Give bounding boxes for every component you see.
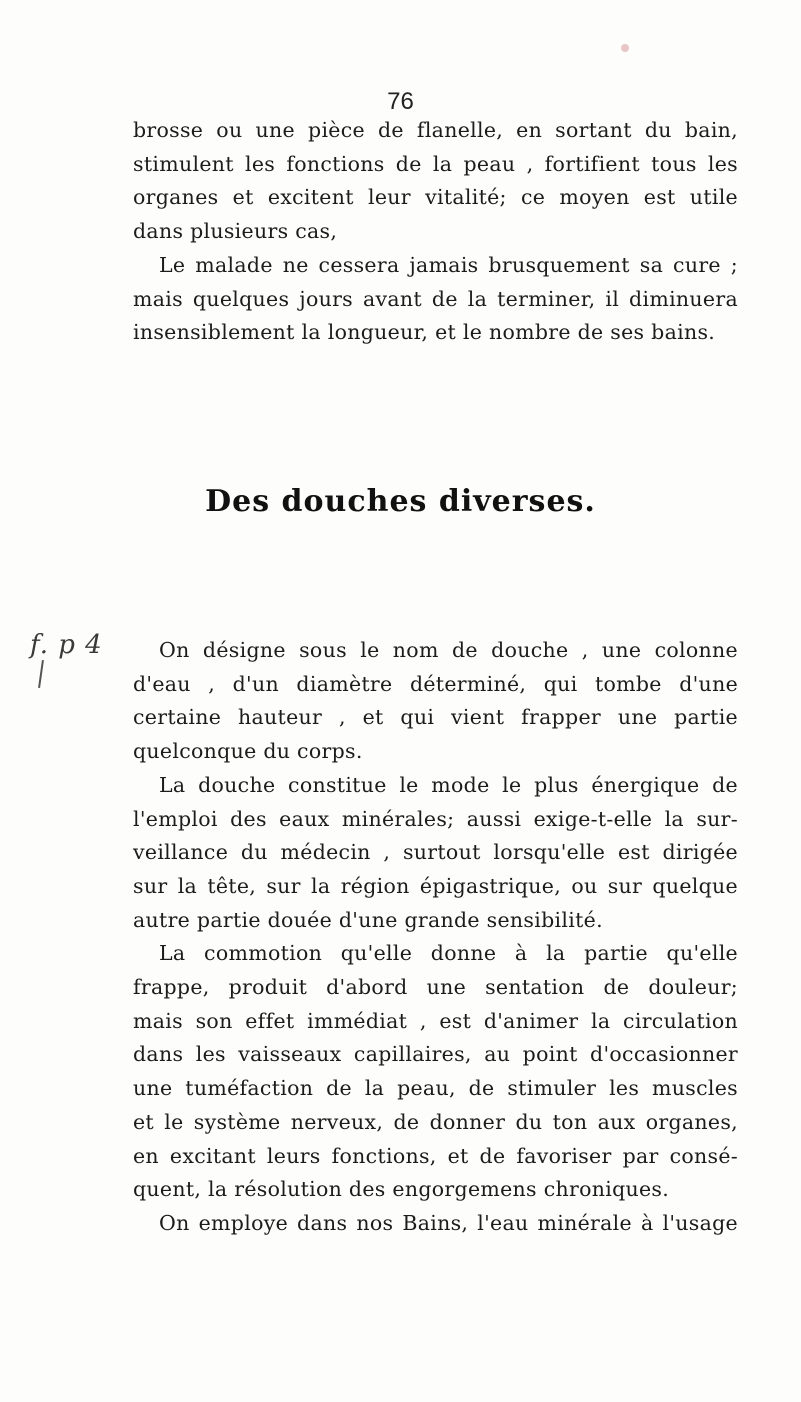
paragraph [133, 634, 738, 769]
text-line: veillance du médecin , surtout lorsqu'elle est dirigée [133, 840, 738, 865]
text-line: autre partie douée d'une grande sensibilité. [133, 907, 603, 932]
text-line: On désigne sous le nom de douche , une colonne [159, 638, 738, 662]
text-line: et le système nerveux, de donner du ton aux organes, [133, 1109, 738, 1134]
text-line: mais son effet immédiat , est d'animer la circulation [133, 1008, 738, 1033]
text-line: l'emploi des eaux minérales; aussi exige-t-elle la sur- [133, 806, 738, 831]
text-line: en excitant leurs fonctions, et de favoriser par consé- [133, 1143, 738, 1168]
paragraph [133, 937, 738, 1207]
text-line: une tuméfaction de la peau, de stimuler les muscles [133, 1076, 738, 1101]
text-line: frappe, produit d'abord une sentation de douleur; [133, 975, 738, 1000]
text-line: On employe dans nos Bains, l'eau minérale à l'usage [159, 1210, 738, 1235]
handwritten-margin-note: f. p 4 [30, 630, 103, 660]
text-line: La commotion qu'elle donne à la partie qu'elle [159, 941, 738, 966]
text-block-bottom [133, 634, 738, 1241]
text-line: d'eau , d'un diamètre déterminé, qui tombe d'une [133, 671, 738, 696]
text-line: sur la tête, sur la région épigastrique, ou sur quelque [133, 873, 738, 898]
paragraph [133, 769, 738, 938]
text-line: stimulent les fonctions de la peau , fortifient tous les [133, 151, 738, 176]
text-line: quelconque du corps. [133, 739, 363, 764]
text-line: mais quelques jours avant de la terminer, il diminuera [133, 286, 738, 311]
paragraph [133, 249, 738, 350]
text-line: La douche constitue le mode le plus énergique de [159, 772, 738, 797]
margin-pen-stroke [38, 660, 44, 688]
text-line: organes et excitent leur vitalité; ce moyen est utile [133, 185, 738, 210]
paragraph [133, 114, 738, 249]
text-line: dans les vaisseaux capillaires, au point d'occasionner [133, 1042, 738, 1067]
text-line: insensiblement la longueur, et le nombre de ses bains. [133, 320, 716, 345]
paragraph [133, 1207, 738, 1241]
text-block-top [133, 114, 738, 350]
text-line: certaine hauteur , et qui vient frapper une partie [133, 705, 738, 730]
text-line: Le malade ne cessera jamais brusquement sa cure ; [159, 252, 738, 277]
ink-spot [621, 44, 629, 52]
section-heading: Des douches diverses. [205, 484, 596, 519]
page-number: 76 [387, 88, 414, 115]
text-line: quent, la résolution des engorgemens chroniques. [133, 1177, 670, 1202]
text-line: brosse ou une pièce de flanelle, en sortant du bain, [133, 118, 738, 142]
text-line: dans plusieurs cas, [133, 219, 338, 244]
